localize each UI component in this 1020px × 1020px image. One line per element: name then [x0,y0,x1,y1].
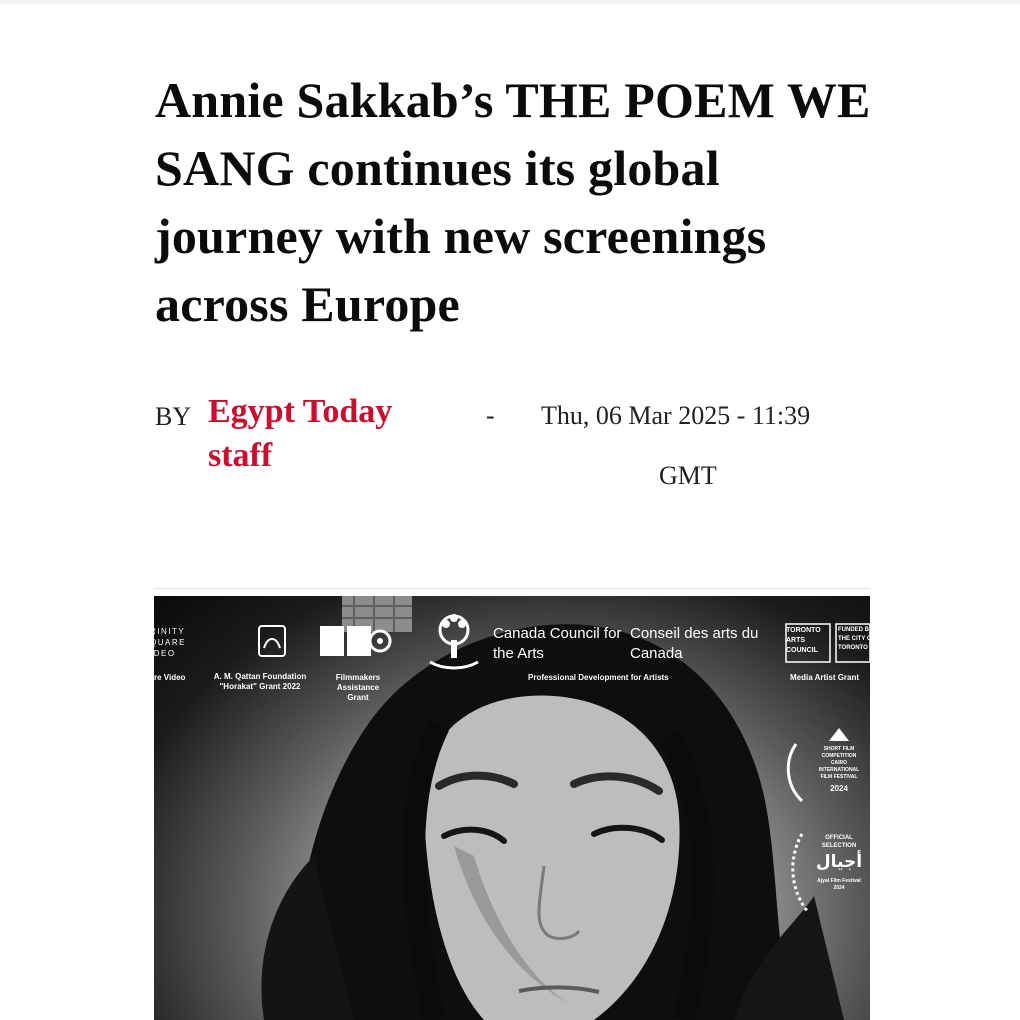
nfb-caption: Filmmakers Assistance Grant [335,673,381,702]
canada-council-caption: Professional Development for Artists [528,673,669,682]
trinity-caption: re Video [154,673,186,682]
cairo-award-year: 2024 [830,784,848,793]
qattan-caption: A. M. Qattan Foundation "Horakat" Grant 2022 [213,672,307,691]
publish-timezone: GMT [659,461,717,490]
toronto-caption: Media Artist Grant [790,673,860,682]
article-hero-image[interactable] [150,596,876,1020]
ajyal-award-label: OFFICIAL SELECTION [821,835,857,849]
article-headline: Annie Sakkab’s THE POEM WE SANG continues its global journey with new screenings across Europe [155,72,871,332]
author-link[interactable]: Egypt Today staff [208,393,393,474]
canada-council-fr: Conseil des arts du Canada [630,625,759,662]
ajyal-award-arabic: أجيال [815,852,863,871]
byline-label: BY [155,402,192,431]
section-divider [154,588,870,589]
canada-council-en: Canada Council for the Arts [493,625,622,662]
byline-separator: - [486,401,495,430]
trinity-square-logo-text: RINITY QUARE IDEO [150,627,186,658]
cairo-award-text: SHORT FILM COMPETITION CAIRO INTERNATIONAL FILM FESTIVAL [818,746,860,780]
toronto-city-logo-text: FUNDED BY THE CITY OF TORONTO [838,627,876,651]
toronto-arts-logo-text: TORONTO ARTS COUNCIL [786,627,821,654]
top-border [0,0,1020,4]
ajyal-award-caption: Ajyal Film Festival 2024 [817,878,861,891]
publish-date: Thu, 06 Mar 2025 - 11:39 [541,401,811,430]
